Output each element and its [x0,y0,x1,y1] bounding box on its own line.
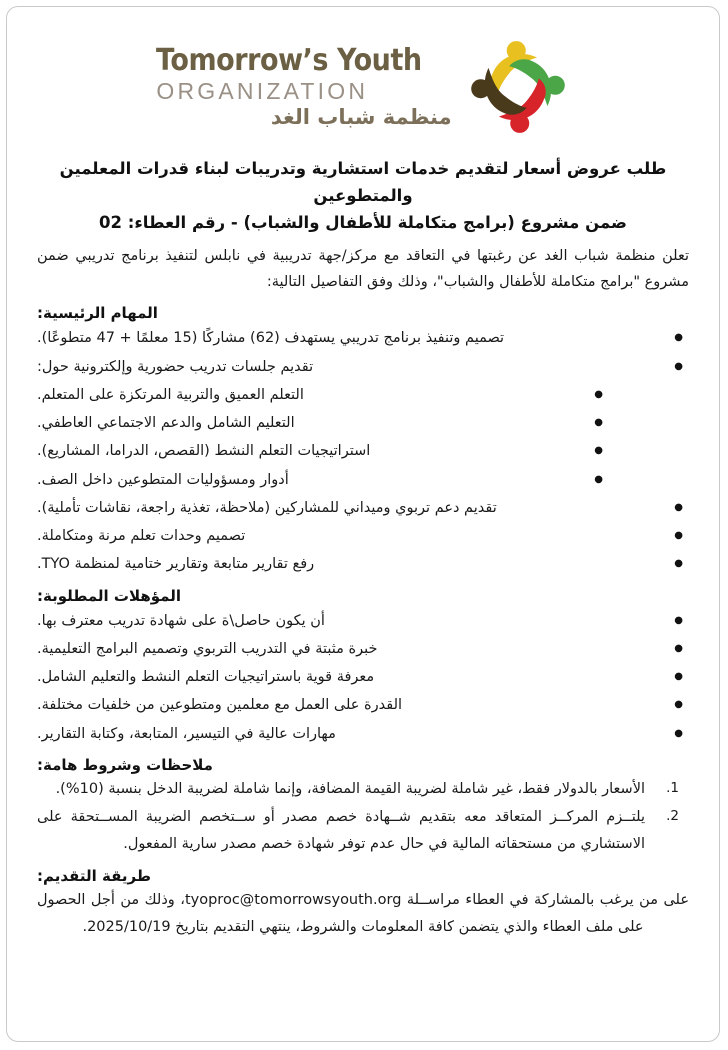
list-item: ● القدرة على العمل مع معلمين ومتطوعين من خلفيات مختلفة. [37,691,689,719]
list-item: ● تصميم وحدات تعلم مرنة ومتكاملة. [37,522,689,550]
apply-text-before-email: على من يرغب بالمشاركة في العطاء مراســلة [406,891,689,908]
list-item: ● أدوار ومسؤوليات المتطوعين داخل الصف. [37,466,689,494]
logo-name-en-line2: ORGANIZATION [156,78,369,104]
organization-logo [37,35,689,139]
qualifications-list [37,607,689,748]
main-tasks-list-continued [37,494,689,579]
section-heading-main-tasks: المهام الرئيسية: [37,304,158,323]
list-item: ● التعليم الشامل والدعم الاجتماعي العاطفي. [37,409,689,437]
document-title-line2: ضمن مشروع (برامج متكاملة للأطفال والشباب) - رقم العطاء: 02 [99,213,627,233]
intro-paragraph: تعلن منظمة شباب الغد عن رغبتها في التعاقد مع مركز/جهة تدريبية في نابلس لتنفيذ برنامج تدريبي ضمن مشروع "برامج متكاملة للأطفال والشباب"، وذلك وفق التفاصيل التالية: [37,247,689,291]
list-item: ● التعلم العميق والتربية المرتكزة على المتعلم. [37,381,689,409]
logo-name-en-line1: Tomorrow’s Youth [156,43,423,78]
list-item: ● تصميم وتنفيذ برنامج تدريبي يستهدف (62) مشاركًا (15 معلمًا + 47 متطوعًا). [37,324,689,352]
document-body [7,7,719,942]
list-item: ● معرفة قوية باستراتيجيات التعلم النشط والتعليم الشامل. [37,663,689,691]
apply-text-end: . [82,919,88,936]
document-title [37,155,689,237]
document-page [6,6,720,1042]
list-item: الأسعار بالدولار فقط، غير شاملة لضريبة القيمة المضافة، وإنما شاملة لضريبة الدخل بنسبة (10%). [55,781,645,797]
logo-name-ar: منظمة شباب الغد [270,105,452,129]
submission-deadline: 2025/10/19 [87,919,171,936]
list-item: ● خبرة مثبتة في التدريب التربوي وتصميم البرامج التعليمية. [37,635,689,663]
logo-wordmark [156,43,452,129]
main-tasks-sublist [37,381,689,494]
main-tasks-list [37,324,689,381]
list-item: يلتــزم المركــز المتعاقد معه بتقديم شــهادة خصم مصدر أو ســتخصم الضريبة المســتحقة على الاستشاري من مستحقاته المالية في حال عدم توفر شهادة خصم مصدر سارية المفعول. [37,808,645,853]
list-item: ● رفع تقارير متابعة وتقارير ختامية لمنظمة TYO. [37,550,689,578]
list-item: ● تقديم جلسات تدريب حضورية وإلكترونية حول: [37,353,689,381]
apply-paragraph [37,887,689,942]
list-item: ● أن يكون حاصل\ة على شهادة تدريب معترف بها. [37,607,689,635]
tyo-circle-people-icon [466,35,570,139]
section-heading-apply: طريقة التقديم: [37,866,151,885]
list-item: ● تقديم دعم تربوي وميداني للمشاركين (ملاحظة، تغذية راجعة، نقاشات تأملية). [37,494,689,522]
notes-list [37,776,689,859]
section-heading-qualifications: المؤهلات المطلوبة: [37,586,182,605]
list-item: ● مهارات عالية في التيسير، المتابعة، وكتابة التقارير. [37,720,689,748]
contact-email[interactable]: tyoproc@tomorrowsyouth.org [184,891,402,908]
document-title-line1: طلب عروض أسعار لتقديم خدمات استشارية وتدريبات لبناء قدرات المعلمين والمتطوعين [59,159,667,206]
apply-text-after-email: ، وذلك من أجل الحصول على ملف العطاء والذي يتضمن كافة المعلومات والشروط، ينتهي التقديم بتاريخ [37,891,644,936]
section-heading-notes: ملاحظات وشروط هامة: [37,756,213,774]
list-item: ● استراتيجيات التعلم النشط (القصص، الدراما، المشاريع). [37,437,689,465]
